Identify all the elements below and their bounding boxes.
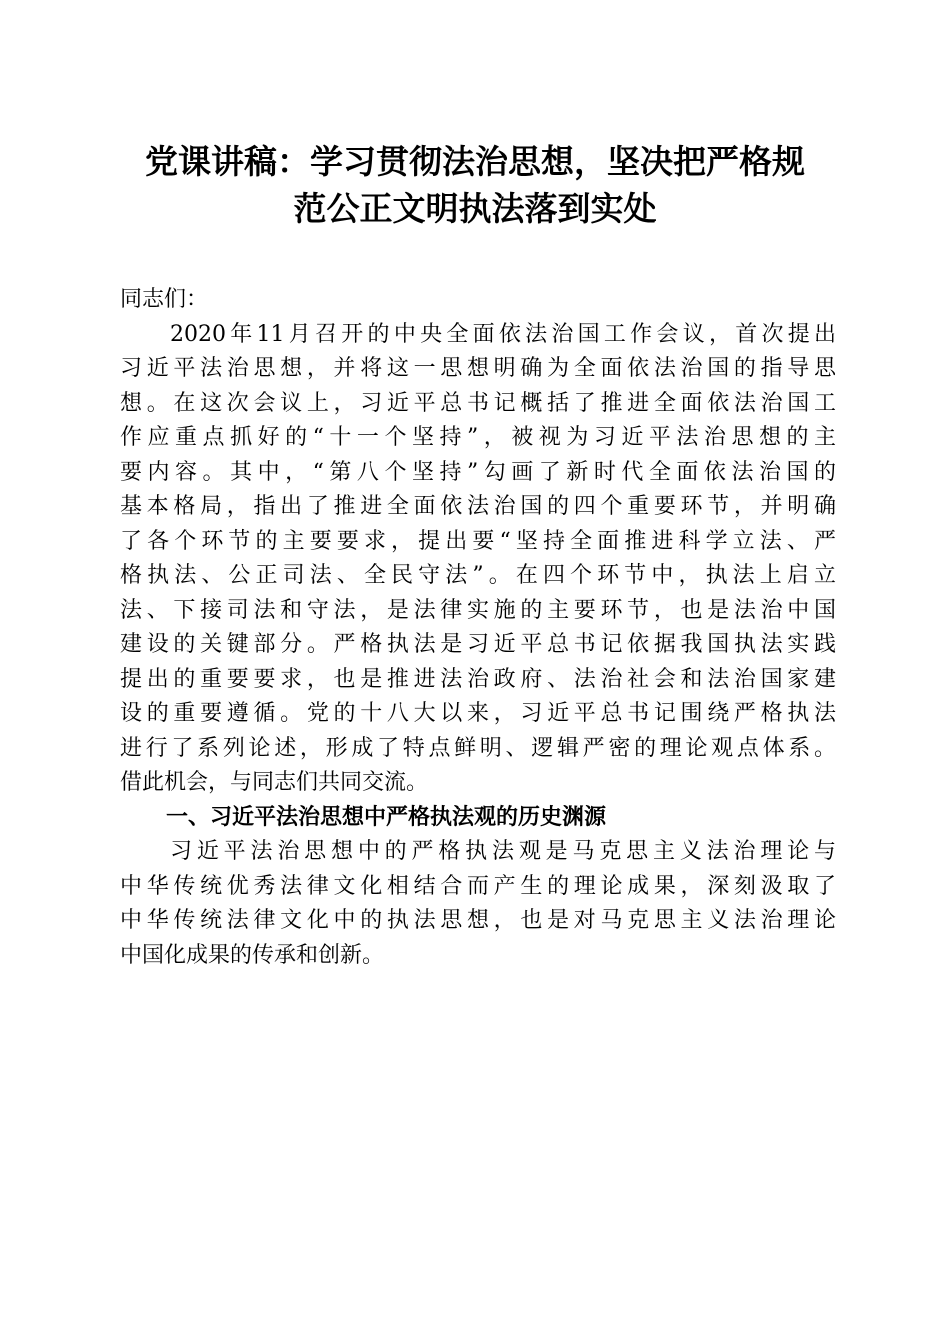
paragraph-line: 作应重点抓好的“十一个坚持”，被视为习近平法治思想的主 bbox=[120, 425, 836, 450]
paragraph-line: 习近平法治思想中的严格执法观是马克思主义法治理论与 bbox=[170, 839, 836, 864]
paragraph-line: 要内容。其中，“第八个坚持”勾画了新时代全面依法治国的 bbox=[120, 459, 836, 485]
document-body bbox=[120, 283, 836, 973]
paragraph-line: 基本格局，指出了推进全面依法治国的四个重要环节，并明确 bbox=[120, 494, 836, 519]
salutation: 同志们： bbox=[120, 287, 209, 312]
paragraph-line: 中国化成果的传承和创新。 bbox=[120, 942, 385, 968]
paragraph-line: 设的重要遵循。党的十八大以来，习近平总书记围绕严格执法 bbox=[120, 701, 836, 726]
paragraph-line: 进行了系列论述，形成了特点鲜明、逻辑严密的理论观点体系。 bbox=[120, 735, 836, 761]
paragraph-line: 法、下接司法和守法，是法律实施的主要环节，也是法治中国 bbox=[120, 597, 836, 623]
paragraph-line: 提出的重要要求，也是推进法治政府、法治社会和法治国家建 bbox=[120, 666, 836, 692]
paragraph-2 bbox=[120, 835, 836, 973]
title-line-2: 范公正文明执法落到实处 bbox=[293, 189, 657, 228]
paragraph-line: 了各个环节的主要要求，提出要“坚持全面推进科学立法、严 bbox=[120, 528, 836, 554]
paragraph-line: 借此机会，与同志们共同交流。 bbox=[120, 770, 429, 795]
document-title bbox=[110, 138, 840, 232]
paragraph-line: 中华传统法律文化中的执法思想，也是对马克思主义法治理论 bbox=[120, 908, 836, 933]
paragraph-line: 格执法、公正司法、全民守法”。在四个环节中，执法上启立 bbox=[120, 563, 836, 588]
paragraph-line: 习近平法治思想，并将这一思想明确为全面依法治国的指导思 bbox=[120, 356, 836, 381]
paragraph-line: 中华传统优秀法律文化相结合而产生的理论成果，深刻汲取了 bbox=[120, 873, 836, 899]
paragraph-line: 想。在这次会议上，习近平总书记概括了推进全面依法治国工 bbox=[120, 390, 836, 416]
paragraph-line: 2020年11月召开的中央全面依法治国工作会议，首次提出 bbox=[170, 321, 836, 347]
title-line-1: 党课讲稿：学习贯彻法治思想，坚决把严格规 bbox=[145, 142, 805, 181]
paragraph-line: 建设的关键部分。严格执法是习近平总书记依据我国执法实践 bbox=[120, 632, 836, 657]
paragraph-1 bbox=[120, 318, 836, 801]
section-heading-1: 一、习近平法治思想中严格执法观的历史渊源 bbox=[166, 804, 607, 830]
